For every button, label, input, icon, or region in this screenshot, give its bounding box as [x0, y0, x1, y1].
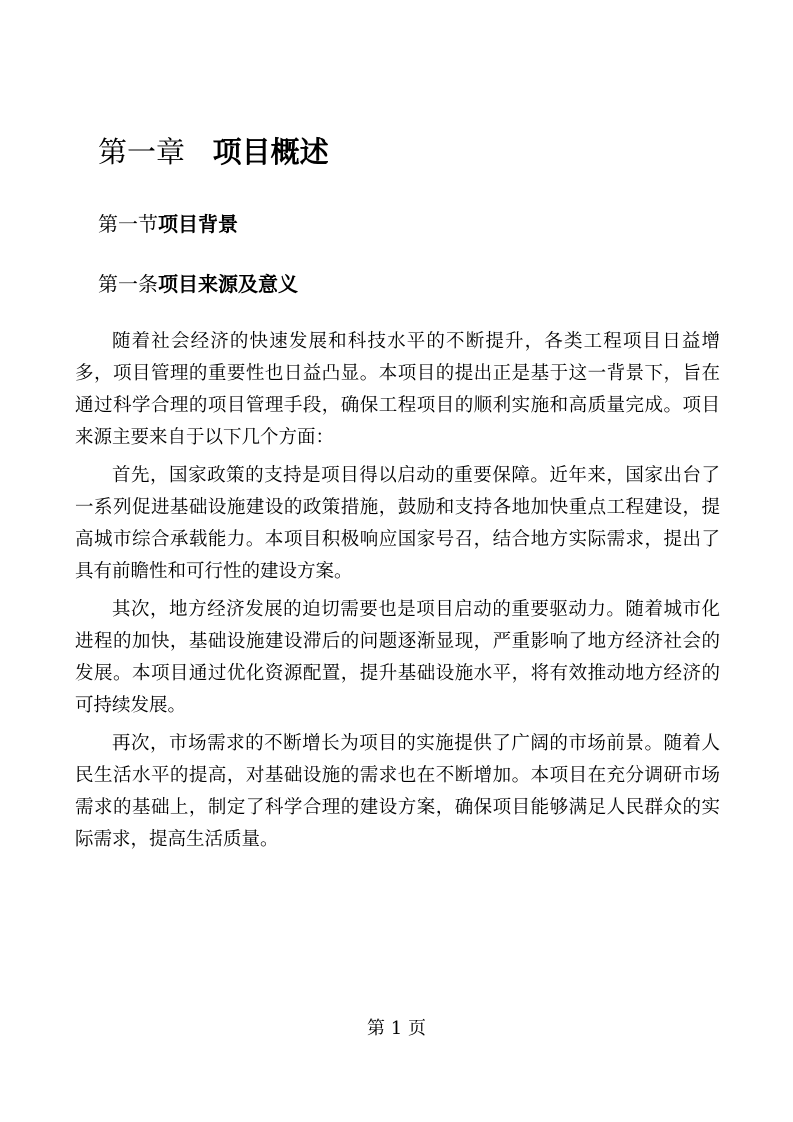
- paragraph-local-economy: 其次，地方经济发展的迫切需要也是项目启动的重要驱动力。随着城市化进程的加快，基础设施建设滞后的问题逐渐显现，严重影响了地方经济社会的发展。本项目通过优化资源配置，提升基础设施水平，将有效推动地方经济的可持续发展。: [75, 599, 720, 716]
- chapter-heading: [98, 133, 329, 171]
- body-text: [75, 326, 720, 862]
- article-title: 项目来源及意义: [158, 272, 298, 296]
- chapter-label: 第一章: [98, 135, 186, 169]
- section-title: 项目背景: [158, 212, 238, 236]
- article-label: 第一条: [98, 272, 158, 296]
- page-number: 第 1 页: [367, 1018, 426, 1039]
- section-heading: [98, 209, 238, 239]
- article-heading: [98, 269, 298, 299]
- paragraph-market-demand: 再次，市场需求的不断增长为项目的实施提供了广阔的市场前景。随着人民生活水平的提高，对基础设施的需求也在不断增加。本项目在充分调研市场需求的基础上，制定了科学合理的建设方案，确保项目能够满足人民群众的实际需求，提高生活质量。: [75, 733, 720, 850]
- paragraph-intro: 随着社会经济的快速发展和科技水平的不断提升，各类工程项目日益增多，项目管理的重要性也日益凸显。本项目的提出正是基于这一背景下，旨在通过科学合理的项目管理手段，确保工程项目的顺利实施和高质量完成。项目来源主要来自于以下几个方面：: [75, 331, 720, 448]
- chapter-title: 项目概述: [212, 135, 329, 169]
- paragraph-policy: 首先，国家政策的支持是项目得以启动的重要保障。近年来，国家出台了一系列促进基础设施建设的政策措施，鼓励和支持各地加快重点工程建设，提高城市综合承载能力。本项目积极响应国家号召，结合地方实际需求，提出了具有前瞻性和可行性的建设方案。: [75, 465, 720, 582]
- section-label: 第一节: [98, 212, 158, 236]
